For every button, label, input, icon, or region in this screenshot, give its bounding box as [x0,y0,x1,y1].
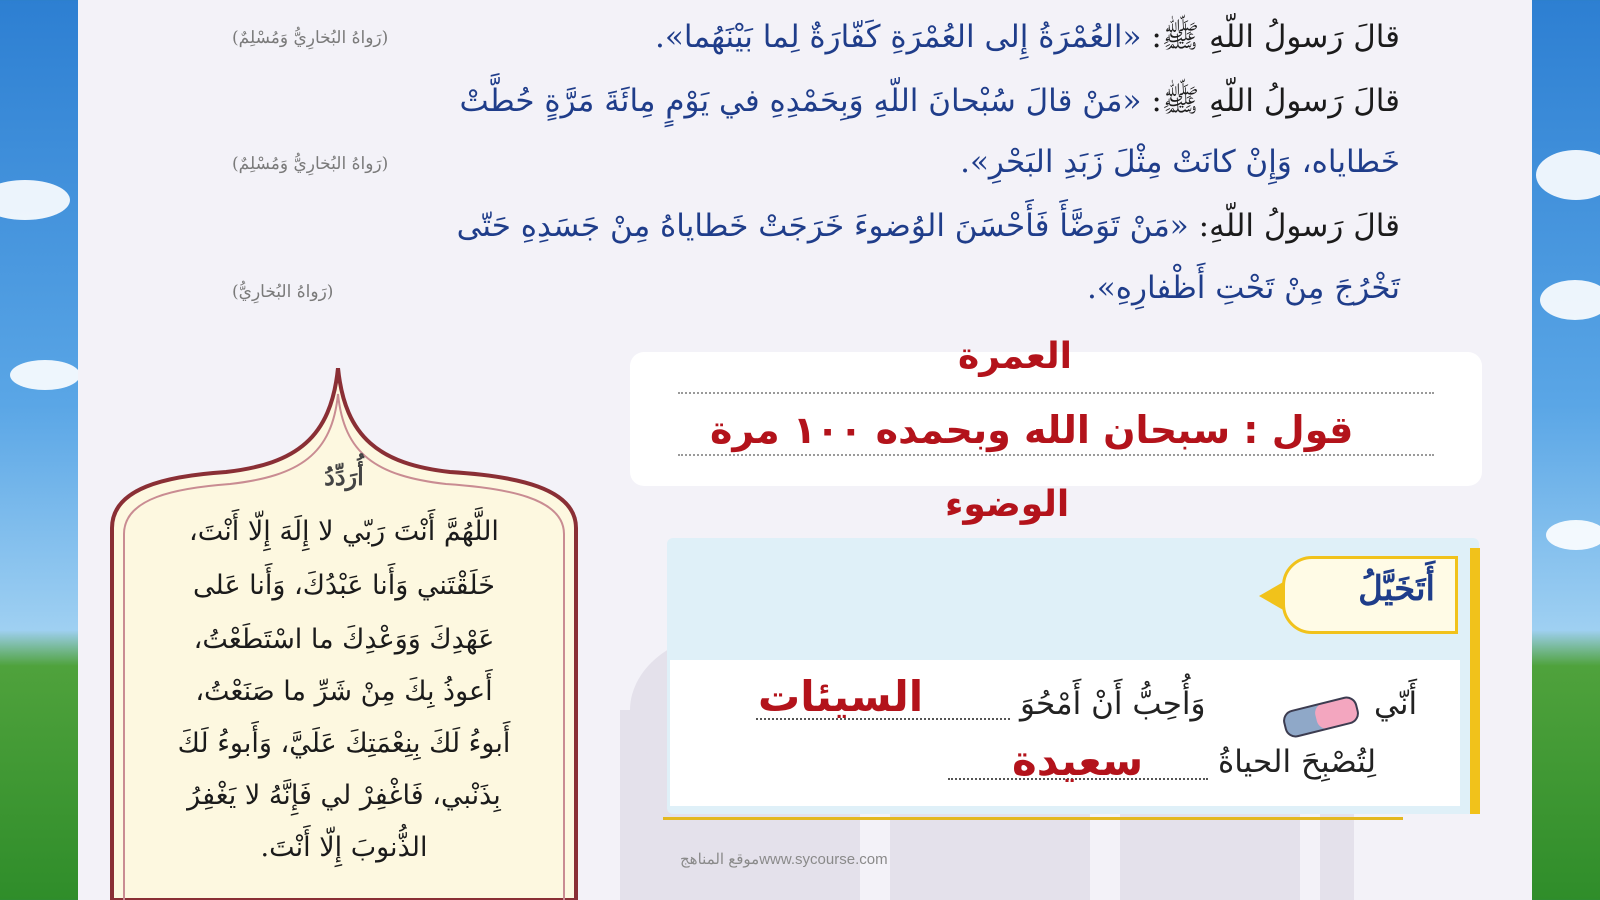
hadith-2-narrator: (رَواهُ البُخارِيُّ وَمُسْلِمٌ) [232,154,389,174]
dua-line: اللَّهُمَّ أَنْتَ رَبّي لا إِلَهَ إِلّا أَنْتَ، [189,516,499,547]
hadith-3-line-2 [1087,270,1400,306]
imagine-mid-2: لِتُصْبِحَ الحياةُ [1218,744,1377,780]
dua-title: أُرَدِّدُ [324,462,364,491]
dua-line: عَهْدِكَ وَوَعْدِكَ ما اسْتَطَعْتُ، [193,624,495,655]
hadith-text: «العُمْرَةُ إِلى العُمْرَةِ كَفّارَةٌ لِما بَيْنَهُما». [655,19,1142,55]
imagine-prefix: أَنّي [1374,686,1418,722]
hadith-text: «مَنْ تَوَضَّأَ فَأَحْسَنَ الوُضوءَ خَرَجَتْ خَطاياهُ مِنْ جَسَدِهِ حَتّى [456,208,1189,244]
answer-wudu: الوضوء [945,484,1070,525]
answer-tasbih: قول : سبحان الله وبحمده ١٠٠ مرة [710,408,1354,452]
hadith-3-line-1 [457,208,1400,244]
dua-line: الذُّنوبَ إِلّا أَنْتَ. [260,832,428,863]
hadith-1-line-1 [655,18,1400,63]
hadith-text: «مَنْ قالَ سُبْحانَ اللّهِ وَبِحَمْدِهِ في يَوْمٍ مِائَةَ مَرَّةٍ حُطَّتْ [459,83,1142,119]
site-watermark: موقع المناهجwww.sycourse.com [680,851,888,868]
hadith-lead: قالَ رَسولُ اللّهِ ﷺ: [1141,83,1400,119]
hadith-2-line-1 [460,82,1401,127]
cloud [1546,520,1600,550]
cloud [1536,150,1600,200]
hadith-2-line-2 [960,144,1400,180]
answer-umrah: العمرة [958,336,1072,377]
answer-line [678,454,1434,456]
hadith-3-narrator: (رَواهُ البُخارِيُّ) [232,282,334,302]
cloud [1540,280,1600,320]
dua-line: أَعوذُ بِكَ مِنْ شَرِّ ما صَنَعْتُ، [195,676,493,707]
hadith-text: خَطاياه، وَإِنْ كانَتْ مِثْلَ زَبَدِ البَحْرِ». [960,144,1400,180]
dua-line: أَبوءُ لَكَ بِنِعْمَتِكَ عَلَيَّ، وَأَبوءُ لَكَ [177,728,511,759]
tab-pointer [1259,581,1285,611]
cloud [10,360,80,390]
answer-sins: السيئات [758,672,924,721]
accent-bar [1470,548,1480,814]
dua-line: بِذَنْبي، فَاغْفِرْ لي فَإِنَّهُ لا يَغْفِرُ [187,780,501,811]
eraser-icon [1278,696,1364,738]
cloud [0,180,70,220]
dua-line: خَلَقْتَني وَأَنا عَبْدُكَ، وَأَنا عَلى [193,570,495,601]
hadith-lead: قالَ رَسولُ اللّهِ: [1188,208,1400,244]
hadith-text: تَخْرُجَ مِنْ تَحْتِ أَظْفارِهِ». [1086,270,1400,306]
hadith-lead: قالَ رَسولُ اللّهِ ﷺ: [1141,19,1400,55]
imagine-tab [1282,556,1458,634]
imagine-title: أَتَخَيَّلُ [1358,569,1435,609]
answer-happy: سعيدة [1012,736,1144,785]
imagine-mid-1: وَأُحِبُّ أَنْ أَمْحُوَ [1020,686,1206,722]
divider [663,817,1403,820]
hadith-1-narrator: (رَواهُ البُخارِيُّ وَمُسْلِمٌ) [232,28,389,48]
answer-line [678,392,1434,394]
